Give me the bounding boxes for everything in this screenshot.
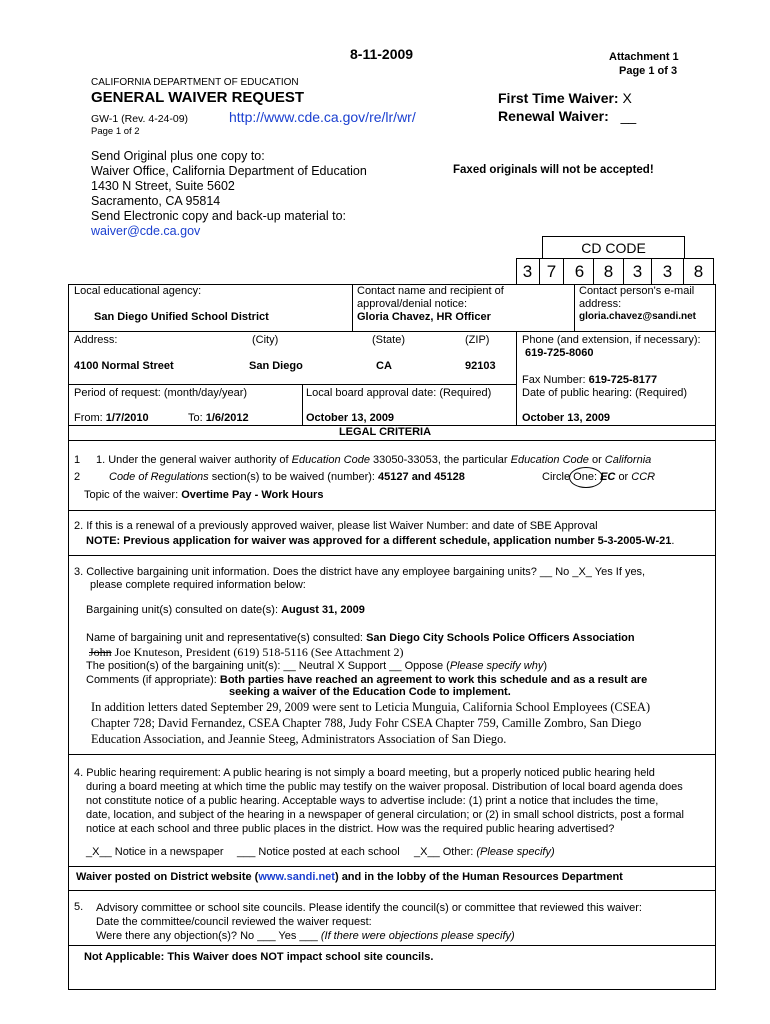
faxed-warning: Faxed originals will not be accepted! bbox=[453, 164, 654, 176]
contact-label-2: approval/denial notice: bbox=[357, 298, 468, 310]
circle-one-label: Circle One: bbox=[542, 471, 598, 483]
other-option-label: _X__ Other: bbox=[414, 846, 477, 858]
cd-code-label-box bbox=[542, 236, 685, 259]
comments-label: Comments (if appropriate): bbox=[86, 674, 220, 686]
address-label: Address: bbox=[74, 334, 118, 346]
consulted-row bbox=[86, 604, 365, 616]
consulted-label: Bargaining unit(s) consulted on date(s): bbox=[86, 604, 282, 616]
state-value: CA bbox=[376, 360, 392, 372]
councils-line: Advisory committee or school site councils. Please identify the council(s) or committee that reviewed this waiver: bbox=[96, 902, 642, 914]
hearing-paragraph bbox=[74, 766, 684, 836]
ec-option[interactable]: EC bbox=[600, 471, 616, 483]
from-value: 1/7/2010 bbox=[105, 412, 149, 424]
renewal-label: Renewal Waiver: bbox=[498, 108, 609, 124]
lea-label: Local educational agency: bbox=[74, 285, 202, 297]
zip-label: (ZIP) bbox=[465, 334, 490, 346]
board-date-value: October 13, 2009 bbox=[306, 412, 395, 424]
from-field bbox=[74, 412, 149, 424]
cd-digit: 8 bbox=[684, 258, 714, 285]
other-option-specify: (Please specify) bbox=[476, 846, 555, 858]
legal-criteria-heading: LEGAL CRITERIA bbox=[338, 426, 432, 438]
form-title: GENERAL WAIVER REQUEST bbox=[91, 89, 305, 106]
topic-row bbox=[84, 489, 323, 501]
lea-value: San Diego Unified School District bbox=[94, 311, 269, 323]
legal-text: Education Code bbox=[510, 454, 589, 466]
code-sections-value: 45127 and 45128 bbox=[378, 471, 465, 483]
councils-paragraph bbox=[96, 901, 642, 943]
other-option bbox=[414, 846, 555, 858]
cd-digit: 3 bbox=[652, 258, 684, 285]
hearing-line: date, location, and subject of the hearing in a newspaper of general circulation; or (2) in small school districts, post a formal bbox=[86, 809, 684, 821]
councils-line: Date the committee/council reviewed the waiver request: bbox=[96, 916, 372, 928]
waiver-email-link[interactable]: waiver@cde.ca.gov bbox=[91, 224, 201, 238]
fax-label: Fax Number: bbox=[522, 374, 586, 386]
phone-label: Phone (and extension, if necessary): bbox=[522, 334, 701, 346]
street-value: 4100 Normal Street bbox=[74, 360, 174, 372]
bargaining-question-2: please complete required information below: bbox=[90, 579, 306, 591]
comments-value-1: Both parties have reached an agreement to work this schedule and as a result are bbox=[219, 674, 648, 686]
page-of-label: Page 1 of 3 bbox=[619, 65, 678, 77]
renewal-note: NOTE: Previous application for waiver was approved for a different schedule, application number 5-3-2005-W-21 bbox=[86, 535, 672, 547]
to-value: 1/6/2012 bbox=[205, 412, 249, 424]
objections-question: Were there any objection(s)? No ___ Yes ___ bbox=[96, 930, 321, 942]
hearing-date-value: October 13, 2009 bbox=[522, 412, 611, 424]
not-applicable-note: Not Applicable: This Waiver does NOT impact school site councils. bbox=[84, 951, 434, 963]
legal-text: California bbox=[604, 454, 652, 466]
line-number-1: 1 bbox=[74, 454, 81, 466]
attachment-label: Attachment 1 bbox=[609, 51, 679, 63]
position-text: The position(s) of the bargaining unit(s): __ Neutral X Support __ Oppose ( bbox=[86, 660, 450, 672]
legal-text: section(s) to be waived (number): bbox=[208, 471, 379, 483]
send-line-1: Send Original plus one copy to: bbox=[91, 149, 265, 163]
position-specify: Please specify why bbox=[449, 660, 544, 672]
fax-row bbox=[522, 374, 657, 386]
unit-name-value: San Diego City Schools Police Officers Association bbox=[366, 632, 635, 644]
renewal-note-row bbox=[86, 535, 674, 547]
hearing-line: during a board meeting at which time the public may testify on the waiver proposal. Distribution of local board agenda does bbox=[86, 781, 683, 793]
posted-row bbox=[76, 871, 623, 883]
district-website-link[interactable]: www.sandi.net bbox=[258, 871, 335, 883]
fax-value: 619-725-8177 bbox=[588, 374, 658, 386]
legal-text: Code of Regulations bbox=[109, 471, 209, 483]
department-name: CALIFORNIA DEPARTMENT OF EDUCATION bbox=[91, 77, 299, 88]
legal-item-1-line-2 bbox=[109, 471, 465, 483]
position-text-end: ) bbox=[543, 660, 548, 672]
hearing-date-label: Date of public hearing: (Required) bbox=[522, 387, 688, 399]
representative-strike: John bbox=[89, 645, 112, 659]
contact-value: Gloria Chavez, HR Officer bbox=[357, 311, 491, 323]
newspaper-option: _X__ Notice in a newspaper bbox=[86, 846, 224, 858]
posted-text: Waiver posted on District website ( bbox=[76, 871, 259, 883]
first-time-value: X bbox=[622, 90, 632, 106]
unit-name-row bbox=[86, 632, 635, 644]
renewal-question: 2. If this is a renewal of a previously approved waiver, please list Waiver Number: and date of SBE Approval bbox=[74, 520, 598, 532]
letters-line: Education Association, and Jeannie Steeg, Administrators Association of San Diego. bbox=[91, 732, 507, 746]
send-line-2: Waiver Office, California Department of Education bbox=[91, 164, 367, 178]
objections-specify: (If there were objections please specify) bbox=[320, 930, 515, 942]
consulted-date: August 31, 2009 bbox=[281, 604, 365, 616]
posted-text: ) and in the lobby of the Human Resources Department bbox=[334, 871, 623, 883]
waiver-url-link[interactable]: http://www.cde.ca.gov/re/lr/wr/ bbox=[229, 109, 416, 125]
letters-line: In addition letters dated September 29, 2009 were sent to Leticia Munguia, California School Employees (CSEA) bbox=[91, 700, 651, 714]
cd-digit: 3 bbox=[624, 258, 652, 285]
line-number-2: 2 bbox=[74, 471, 81, 483]
send-instructions bbox=[91, 149, 367, 239]
first-time-waiver bbox=[498, 90, 632, 106]
period-label: Period of request: (month/day/year) bbox=[74, 387, 248, 399]
cd-digit: 6 bbox=[566, 258, 594, 285]
or-text: or bbox=[618, 471, 629, 483]
contact-label-1: Contact name and recipient of bbox=[357, 285, 504, 297]
document-date: 8-11-2009 bbox=[350, 46, 414, 62]
renewal-value: __ bbox=[620, 108, 637, 124]
city-label: (City) bbox=[252, 334, 279, 346]
to-label: To: bbox=[188, 412, 203, 424]
unit-name-label: Name of bargaining unit and representative(s) consulted: bbox=[86, 632, 367, 644]
first-time-label: First Time Waiver: bbox=[498, 90, 619, 106]
comments-value-2: seeking a waiver of the Education Code to implement. bbox=[229, 686, 511, 698]
from-label: From: bbox=[74, 412, 103, 424]
hearing-line: notice at each school and three public places in the district. How was the required public hearing advertised? bbox=[86, 823, 615, 835]
cd-code-label: CD CODE bbox=[581, 240, 646, 256]
zip-value: 92103 bbox=[465, 360, 496, 372]
topic-label: Topic of the waiver: bbox=[84, 489, 182, 501]
send-line-3: 1430 N Street, Suite 5602 bbox=[91, 179, 235, 193]
phone-value: 619-725-8060 bbox=[525, 347, 594, 359]
form-id: GW-1 (Rev. 4-24-09) bbox=[91, 113, 189, 125]
renewal-note-period: . bbox=[671, 535, 675, 547]
ccr-option[interactable]: CCR bbox=[631, 471, 656, 483]
board-date-label: Local board approval date: (Required) bbox=[306, 387, 492, 399]
send-line-4: Sacramento, CA 95814 bbox=[91, 194, 221, 208]
comments-row bbox=[86, 674, 647, 686]
legal-item-1-line-1 bbox=[96, 454, 651, 466]
legal-text: or bbox=[588, 454, 605, 466]
cd-digit: 8 bbox=[594, 258, 624, 285]
page-sub: Page 1 of 2 bbox=[91, 126, 140, 137]
position-row bbox=[86, 660, 547, 672]
hearing-line: not constitute notice of a public hearing. Acceptable ways to advertise include: (1) print a notice that includes the time, bbox=[86, 795, 659, 807]
cd-digit: 7 bbox=[540, 258, 564, 285]
to-field bbox=[188, 412, 249, 424]
hearing-line: 4. Public hearing requirement: A public hearing is not simply a board meeting, but a properly noticed public hearing held bbox=[74, 767, 655, 779]
letters-line: Chapter 728; David Fernandez, CSEA Chapter 788, Judy Fohr CSEA Chapter 759, Camille Zombro, San Diego bbox=[91, 716, 642, 730]
legal-text: Education Code bbox=[291, 454, 370, 466]
councils-number: 5. bbox=[74, 901, 84, 913]
letters-paragraph bbox=[91, 699, 650, 747]
email-label-1: Contact person's e-mail bbox=[579, 285, 695, 297]
bargaining-question: 3. Collective bargaining unit information. Does the district have any employee bargaining units? __ No _X_ Yes If yes, bbox=[74, 566, 646, 578]
email-value: gloria.chavez@sandi.net bbox=[579, 311, 697, 322]
legal-text: 33050-33053, the particular bbox=[369, 454, 511, 466]
school-posting-option: ___ Notice posted at each school bbox=[237, 846, 400, 858]
representative-row bbox=[89, 645, 404, 660]
email-label-2: address: bbox=[579, 298, 622, 310]
ec-circle-mark bbox=[569, 467, 603, 488]
city-value: San Diego bbox=[249, 360, 303, 372]
topic-value: Overtime Pay - Work Hours bbox=[181, 489, 324, 501]
renewal-waiver bbox=[498, 108, 636, 124]
state-label: (State) bbox=[372, 334, 406, 346]
legal-text: 1. Under the general waiver authority of bbox=[96, 454, 292, 466]
representative-value: Joe Knuteson, President (619) 518-5116 (See Attachment 2) bbox=[111, 645, 404, 659]
send-line-5: Send Electronic copy and back-up material to: bbox=[91, 209, 346, 223]
cd-digit: 3 bbox=[516, 258, 540, 285]
